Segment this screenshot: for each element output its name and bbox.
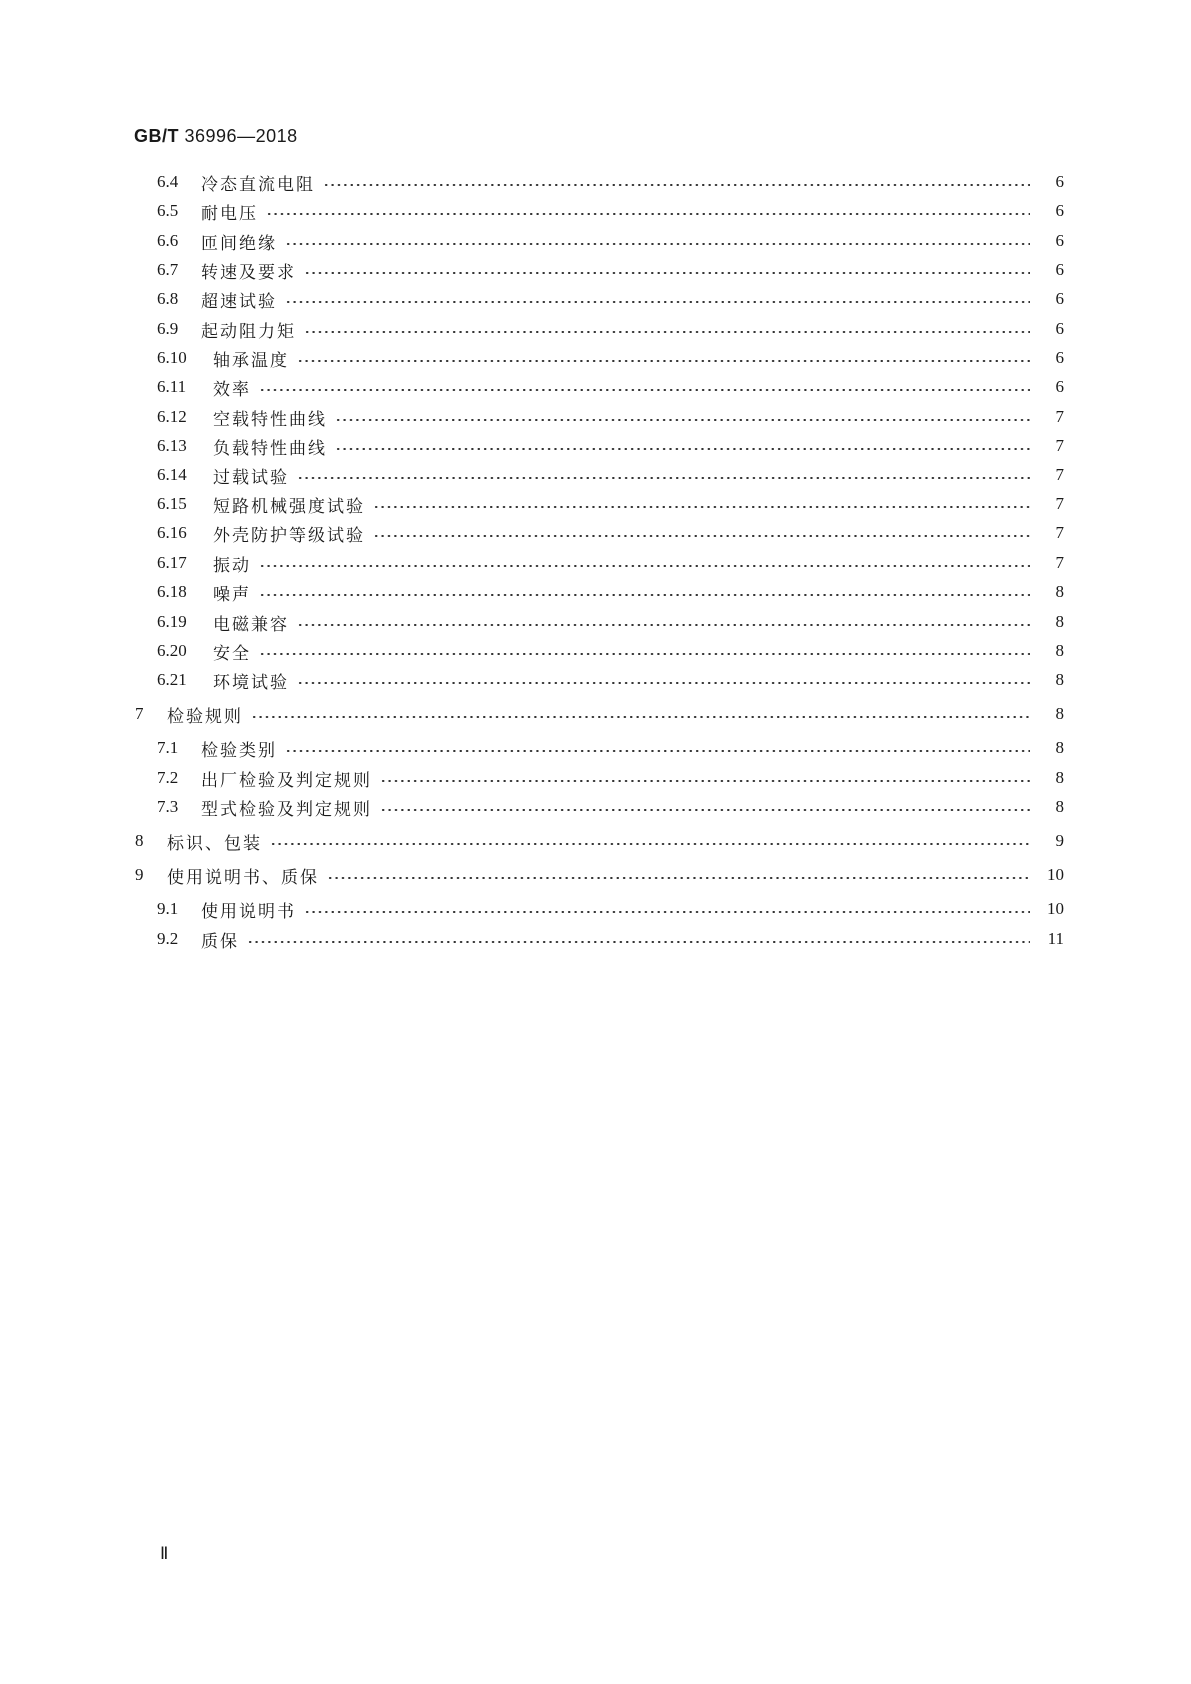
toc-entry-page: 6 <box>1055 172 1064 191</box>
dot-leader <box>380 809 1030 811</box>
dot-leader <box>304 911 1030 913</box>
toc-entry-title: 短路机械强度试验 <box>213 496 365 517</box>
toc-entry-title: 使用说明书 <box>201 901 296 922</box>
toc-entry-page: 10 <box>1047 865 1064 884</box>
toc-entry-title: 使用说明书、质保 <box>167 867 319 888</box>
toc-entry[interactable] <box>0 735 1064 761</box>
toc-entry-title: 超速试验 <box>201 291 277 312</box>
toc-entry-number: 6.20 <box>157 641 187 660</box>
toc-entry[interactable] <box>0 228 1064 254</box>
dot-leader <box>297 477 1030 479</box>
toc-entry[interactable] <box>0 765 1064 791</box>
dot-leader <box>297 360 1030 362</box>
toc-entry[interactable] <box>0 862 1064 888</box>
toc-entry-number: 6.8 <box>157 289 179 308</box>
toc-entry-number: 9.1 <box>157 899 179 918</box>
dot-leader <box>247 941 1030 943</box>
toc-entry-title: 型式检验及判定规则 <box>201 799 372 820</box>
toc-entry-number: 6.21 <box>157 670 187 689</box>
toc-entry-page: 6 <box>1055 231 1064 250</box>
toc-entry-number: 6.16 <box>157 523 187 542</box>
dot-leader <box>251 716 1030 718</box>
standard-number: 36996—2018 <box>184 126 298 146</box>
toc-entry-number: 7.3 <box>157 797 179 816</box>
dot-leader <box>335 448 1030 450</box>
toc-entry-number: 6.10 <box>157 348 187 367</box>
toc-entry-page: 6 <box>1055 348 1064 367</box>
toc-entry-number: 6.7 <box>157 260 179 279</box>
toc-entry-title: 电磁兼容 <box>213 614 289 635</box>
toc-entry-number: 8 <box>135 831 144 850</box>
toc-entry-page: 8 <box>1055 738 1064 757</box>
toc-entry-page: 8 <box>1055 670 1064 689</box>
toc-entry[interactable] <box>0 257 1064 283</box>
dot-leader <box>335 419 1030 421</box>
toc-entry-page: 8 <box>1055 797 1064 816</box>
toc-entry-title: 轴承温度 <box>213 350 289 371</box>
toc-entry-title: 效率 <box>213 379 251 400</box>
toc-entry-number: 7 <box>135 704 144 723</box>
dot-leader <box>285 750 1030 752</box>
dot-leader <box>373 535 1030 537</box>
dot-leader <box>259 565 1030 567</box>
toc-entry-page: 6 <box>1055 319 1064 338</box>
toc-entry[interactable] <box>0 404 1064 430</box>
toc-entry-title: 负载特性曲线 <box>213 438 327 459</box>
dot-leader <box>285 301 1030 303</box>
toc-entry[interactable] <box>0 794 1064 820</box>
dot-leader <box>373 506 1030 508</box>
toc-entry-title: 安全 <box>213 643 251 664</box>
toc-entry[interactable] <box>0 374 1064 400</box>
toc-entry-page: 6 <box>1055 377 1064 396</box>
toc-entry-title: 噪声 <box>213 584 251 605</box>
toc-entry[interactable] <box>0 198 1064 224</box>
toc-entry-page: 7 <box>1055 494 1064 513</box>
toc-entry[interactable] <box>0 316 1064 342</box>
toc-entry-page: 6 <box>1055 260 1064 279</box>
dot-leader <box>266 213 1030 215</box>
toc-entry[interactable] <box>0 926 1064 952</box>
toc-entry[interactable] <box>0 345 1064 371</box>
page-number-footer: Ⅱ <box>160 1544 169 1563</box>
toc-entry[interactable] <box>0 609 1064 635</box>
toc-entry[interactable] <box>0 667 1064 693</box>
toc-entry-page: 8 <box>1055 641 1064 660</box>
toc-entry-page: 6 <box>1055 289 1064 308</box>
toc-entry-page: 7 <box>1055 465 1064 484</box>
toc-entry-title: 检验规则 <box>167 706 243 727</box>
dot-leader <box>304 272 1030 274</box>
toc-entry-title: 过载试验 <box>213 467 289 488</box>
toc-entry-number: 6.11 <box>157 377 187 396</box>
toc-entry[interactable] <box>0 550 1064 576</box>
toc-entry[interactable] <box>0 491 1064 517</box>
dot-leader <box>297 682 1030 684</box>
toc-entry-page: 8 <box>1055 582 1064 601</box>
toc-entry-page: 9 <box>1055 831 1064 850</box>
toc-entry-number: 6.4 <box>157 172 179 191</box>
toc-entry[interactable] <box>0 579 1064 605</box>
toc-entry-number: 6.5 <box>157 201 179 220</box>
dot-leader <box>323 184 1030 186</box>
toc-entry-title: 环境试验 <box>213 672 289 693</box>
toc-entry[interactable] <box>0 433 1064 459</box>
toc-entry-title: 冷态直流电阻 <box>201 174 315 195</box>
toc-entry-number: 6.17 <box>157 553 187 572</box>
toc-entry-number: 6.6 <box>157 231 179 250</box>
dot-leader <box>259 653 1030 655</box>
standard-prefix: GB/T <box>134 126 179 146</box>
toc-entry[interactable] <box>0 701 1064 727</box>
toc-entry-page: 11 <box>1047 929 1064 948</box>
toc-entry-title: 检验类别 <box>201 740 277 761</box>
toc-entry[interactable] <box>0 896 1064 922</box>
toc-entry-number: 6.13 <box>157 436 187 455</box>
toc-entry-number: 6.14 <box>157 465 187 484</box>
toc-entry-number: 9 <box>135 865 144 884</box>
toc-entry[interactable] <box>0 286 1064 312</box>
standard-header <box>134 126 298 147</box>
toc-entry[interactable] <box>0 520 1064 546</box>
toc-entry-number: 6.15 <box>157 494 187 513</box>
toc-entry-number: 6.19 <box>157 612 187 631</box>
toc-entry-page: 8 <box>1055 612 1064 631</box>
toc-entry-title: 匝间绝缘 <box>201 233 277 254</box>
toc-entry-number: 7.1 <box>157 738 179 757</box>
toc-entry-title: 标识、包装 <box>167 833 262 854</box>
toc-entry-page: 7 <box>1055 407 1064 426</box>
toc-entry-title: 耐电压 <box>201 203 258 224</box>
toc-entry[interactable] <box>0 828 1064 854</box>
dot-leader <box>304 331 1030 333</box>
toc-entry-page: 10 <box>1047 899 1064 918</box>
toc-entry-title: 外壳防护等级试验 <box>213 525 365 546</box>
toc-entry-number: 6.12 <box>157 407 187 426</box>
toc-entry-title: 出厂检验及判定规则 <box>201 770 372 791</box>
toc-entry-number: 6.9 <box>157 319 179 338</box>
toc-entry-page: 8 <box>1055 768 1064 787</box>
dot-leader <box>285 243 1030 245</box>
toc-entry-page: 6 <box>1055 201 1064 220</box>
dot-leader <box>259 389 1030 391</box>
dot-leader <box>380 780 1030 782</box>
toc-entry-page: 7 <box>1055 553 1064 572</box>
toc-entry-number: 9.2 <box>157 929 179 948</box>
toc-entry-title: 振动 <box>213 555 251 576</box>
toc-entry-title: 起动阻力矩 <box>201 321 296 342</box>
dot-leader <box>270 843 1030 845</box>
toc-entry-title: 质保 <box>201 931 239 952</box>
toc-entry-title: 空载特性曲线 <box>213 409 327 430</box>
toc-entry-number: 7.2 <box>157 768 179 787</box>
toc-entry[interactable] <box>0 638 1064 664</box>
dot-leader <box>259 594 1030 596</box>
dot-leader <box>297 624 1030 626</box>
toc-entry[interactable] <box>0 169 1064 195</box>
toc-entry-number: 6.18 <box>157 582 187 601</box>
toc-entry-page: 8 <box>1055 704 1064 723</box>
toc-entry[interactable] <box>0 462 1064 488</box>
dot-leader <box>327 877 1030 879</box>
toc-entry-page: 7 <box>1055 436 1064 455</box>
toc-entry-page: 7 <box>1055 523 1064 542</box>
toc-entry-title: 转速及要求 <box>201 262 296 283</box>
